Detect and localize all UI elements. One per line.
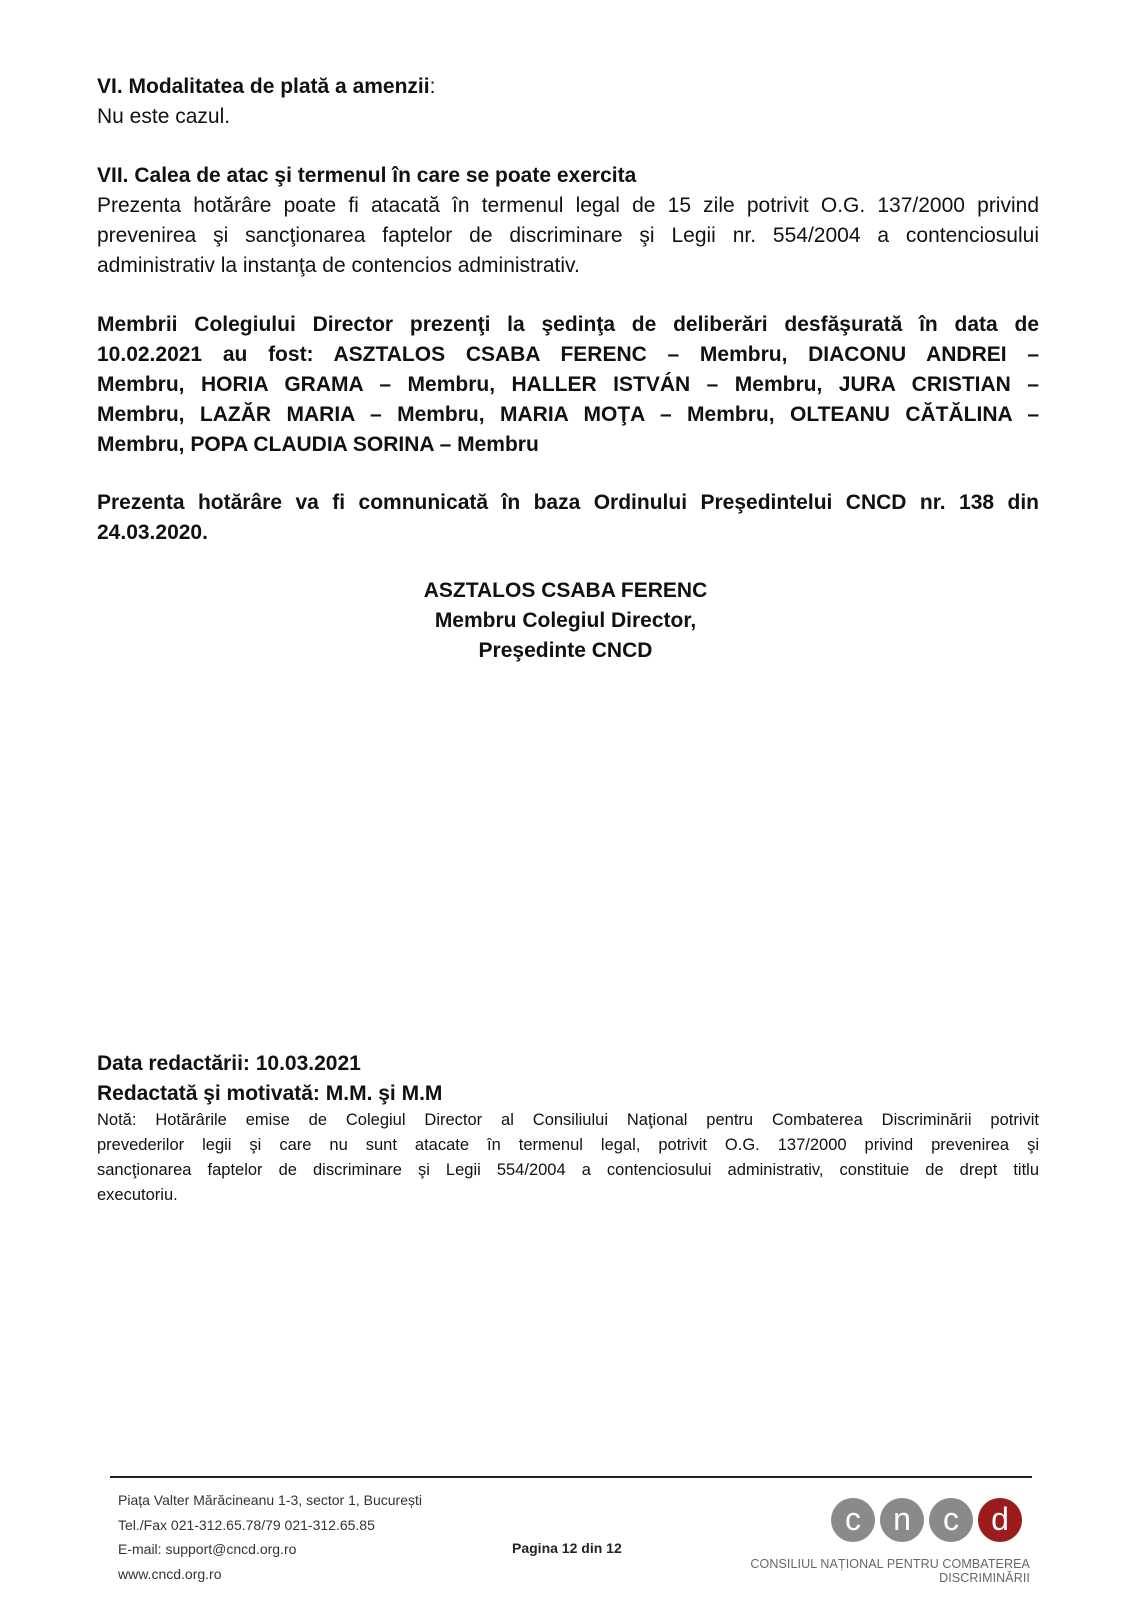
communication-line: 24.03.2020.: [97, 521, 208, 544]
section-7-line: administrativ la instanţa de contencios administrativ.: [97, 254, 580, 277]
members-line: Membru, LAZĂR MARIA – Membru, MARIA MOŢA – Membru, OLTEANU CĂTĂLINA –: [97, 403, 1039, 426]
logo-letter: n: [893, 1501, 911, 1537]
members-line: 10.02.2021 au fost: ASZTALOS CSABA FERENC – Membru, DIACONU ANDREI –: [97, 343, 1039, 366]
members-line: Membrii Colegiului Director prezenţi la şedinţa de deliberări desfăşurată în data de: [97, 313, 1039, 336]
section-7-line: prevenirea şi sancţionarea faptelor de discriminare şi Legii nr. 554/2004 a contenciosului: [97, 224, 1039, 247]
note-line: prevederilor legii şi care nu sunt atacate în termenul legal, potrivit O.G. 137/2000 privind prevenirea şi: [97, 1136, 1039, 1154]
note-line: executoriu.: [97, 1186, 178, 1204]
note-line: Notă: Hotărârile emise de Colegiul Director al Consiliului Naţional pentru Combaterea Discriminării potrivit: [97, 1111, 1039, 1129]
logo-caption: CONSILIUL NAȚIONAL PENTRU COMBATEREA DISCRIMINĂRII: [750, 1557, 1030, 1585]
section-6-heading: VI. Modalitatea de plată a amenzii: [97, 75, 430, 98]
page-total: 12: [606, 1540, 622, 1556]
members-line: Membru, HORIA GRAMA – Membru, HALLER ISTVÁN – Membru, JURA CRISTIAN –: [97, 373, 1039, 396]
drafting-date: Data redactării: 10.03.2021: [97, 1052, 361, 1075]
members-line: Membru, POPA CLAUDIA SORINA – Membru: [97, 433, 539, 456]
page-current: 12: [561, 1540, 578, 1556]
section-6-body: Nu este cazul.: [97, 105, 231, 128]
section-7-line: Prezenta hotărâre poate fi atacată în termenul legal de 15 zile potrivit O.G. 137/2000 privind: [97, 194, 1039, 217]
communication-line: Prezenta hotărâre va fi comnunicată în baza Ordinului Preşedintelui CNCD nr. 138 din: [97, 491, 1039, 514]
footer-phone: Tel./Fax 021-312.65.78/79 021-312.65.85: [118, 1516, 375, 1533]
footer-website[interactable]: www.cncd.org.ro: [118, 1565, 222, 1582]
note-line: sancţionarea faptelor de discriminare şi Legii 554/2004 a contenciosului administrativ, constituie de drept titlu: [97, 1161, 1039, 1179]
footer-divider: [110, 1476, 1032, 1478]
section-7: [97, 161, 1039, 281]
signatory-name: ASZTALOS CSABA FERENC: [423, 579, 708, 602]
section-6: [97, 72, 1039, 132]
logo-letter: c: [943, 1501, 959, 1537]
signatory-title: Preşedinte CNCD: [478, 639, 653, 662]
page-number: [512, 1540, 622, 1556]
legal-note: [97, 1108, 1039, 1208]
signatory-role: Membru Colegiul Director,: [434, 609, 697, 632]
page-prefix: Pagina: [512, 1540, 558, 1556]
logo-letter: d: [991, 1501, 1009, 1537]
footer-contact: [118, 1488, 422, 1586]
section-7-heading: VII. Calea de atac şi termenul în care se poate exercita: [97, 164, 637, 187]
logo-letter: c: [845, 1501, 861, 1537]
footer-email[interactable]: E-mail: support@cncd.org.ro: [118, 1541, 297, 1557]
cncd-logo: [828, 1490, 1028, 1550]
drafting-info: [97, 1049, 1039, 1109]
page-sep: din: [581, 1540, 603, 1556]
members-paragraph: [97, 310, 1039, 460]
communication-paragraph: [97, 488, 1039, 548]
footer-address: Piața Valter Mărăcineanu 1-3, sector 1, București: [118, 1492, 423, 1508]
signature-block: [0, 576, 1131, 666]
section-6-heading-colon: :: [429, 75, 436, 98]
drafted-by: Redactată şi motivată: M.M. şi M.M: [97, 1082, 443, 1105]
